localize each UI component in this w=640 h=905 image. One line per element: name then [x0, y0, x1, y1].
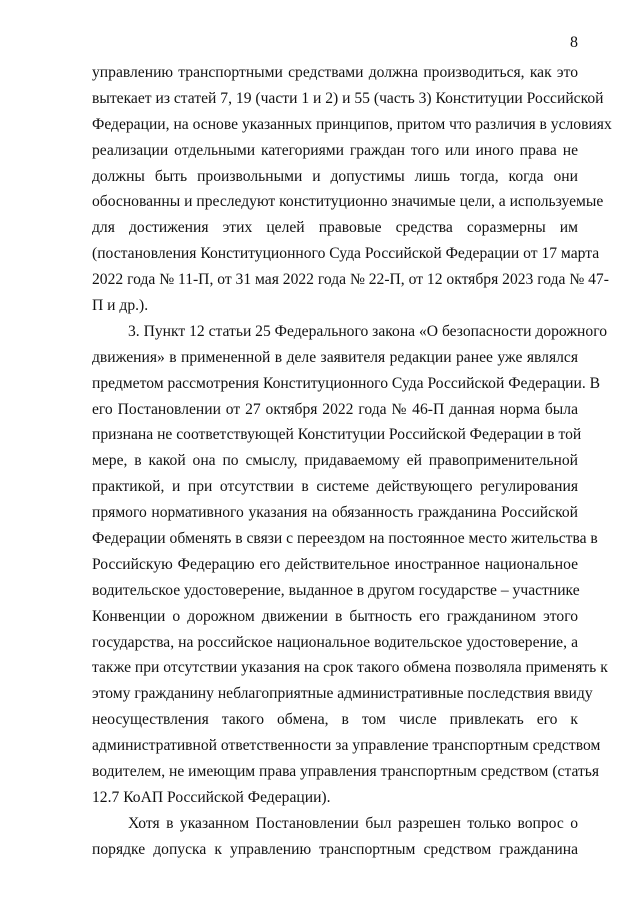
- page-number: 8: [570, 34, 578, 51]
- paragraph: [92, 319, 608, 811]
- text-line: управлению транспортными средствами должна производиться, как это: [92, 64, 578, 81]
- text-line: административной ответственности за управление транспортным средством: [92, 737, 601, 755]
- text-line: 3. Пункт 12 статьи 25 Федерального закона «О безопасности дорожного: [128, 322, 608, 340]
- text-line: Федерации, на основе указанных принципов, притом что различия в условиях: [92, 115, 612, 133]
- text-line: водительское удостоверение, выданное в другом государстве – участнике: [92, 581, 580, 599]
- text-line: (постановления Конституционного Суда Российской Федерации от 17 марта: [92, 245, 600, 263]
- text-line: также при отсутствии указания на срок такого обмена позволяла применять к: [92, 659, 608, 677]
- text-line: реализации отдельными категориями граждан того или иного права не: [92, 141, 578, 159]
- paragraph: [92, 811, 578, 863]
- text-line: предметом рассмотрения Конституционного Суда Российской Федерации. В: [92, 374, 601, 392]
- text-line: П и др.).: [92, 297, 149, 315]
- text-line: порядке допуска к управлению транспортным средством гражданина: [92, 840, 578, 858]
- text-line: для достижения этих целей правовые средства соразмерны им: [92, 219, 578, 237]
- text-line: признана не соответствующей Конституции Российской Федерации в той: [92, 426, 582, 444]
- text-line: государства, на российское национальное водительское удостоверение, а: [92, 633, 578, 651]
- text-line: Хотя в указанном Постановлении был разрешен только вопрос о: [128, 814, 578, 832]
- text-line: прямого нормативного указания на обязанность гражданина Российской: [92, 504, 578, 522]
- text-line: этому гражданину неблагоприятные административные последствия ввиду: [92, 685, 593, 703]
- text-line: должны быть произвольными и допустимы лишь тогда, когда они: [92, 167, 578, 185]
- text-line: обоснованны и преследуют конституционно значимые цели, а используемые: [92, 193, 604, 211]
- paragraph: [92, 60, 612, 319]
- text-line: Российскую Федерацию его действительное иностранное национальное: [92, 555, 578, 573]
- text-line: 2022 года № 11-П, от 31 мая 2022 года № 22-П, от 12 октября 2023 года № 47-: [92, 271, 609, 289]
- text-line: практикой, и при отсутствии в системе действующего регулирования: [92, 478, 578, 496]
- text-line: 12.7 КоАП Российской Федерации).: [92, 788, 331, 806]
- text-line: неосуществления такого обмена, в том числе привлекать его к: [92, 711, 578, 729]
- text-line: вытекает из статей 7, 19 (части 1 и 2) и 55 (часть 3) Конституции Российской: [92, 89, 604, 107]
- text-line: Федерации обменять в связи с переездом на постоянное место жительства в: [92, 530, 598, 548]
- text-line: его Постановлении от 27 октября 2022 года № 46-П данная норма была: [92, 400, 578, 418]
- text-line: движения» в примененной в деле заявителя редакции ранее уже являлся: [92, 348, 578, 366]
- text-line: Конвенции о дорожном движении в бытность его гражданином этого: [92, 607, 578, 625]
- document-body: [92, 60, 612, 863]
- text-line: водителем, не имеющим права управления транспортным средством (статья: [92, 763, 600, 781]
- text-line: мере, в какой она по смыслу, придаваемому ей правоприменительной: [92, 452, 578, 470]
